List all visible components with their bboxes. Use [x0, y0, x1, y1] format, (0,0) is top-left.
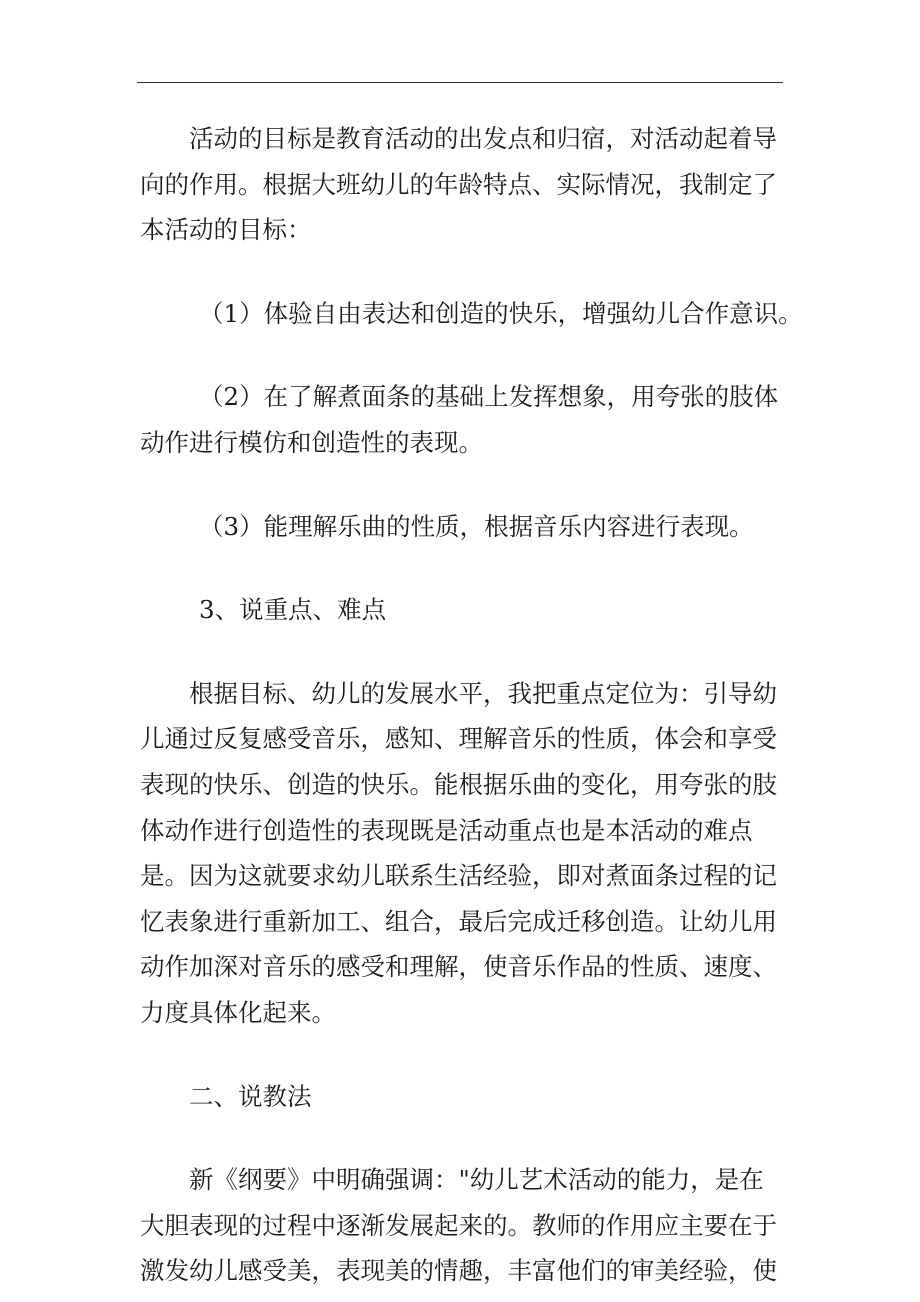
header-rule: [137, 82, 783, 83]
section-heading-teaching-method: [140, 1074, 785, 1120]
paragraph-goal-2: [140, 374, 785, 465]
text-line: 儿通过反复感受音乐，感知、理解音乐的性质，体会和享受: [140, 724, 777, 754]
paragraph-goals-intro: [140, 116, 785, 253]
section-heading-key-points: [140, 587, 785, 633]
text-line: 体动作进行创造性的表现既是活动重点也是本活动的难点: [140, 815, 753, 845]
text-line: 是。因为这就要求幼儿联系生活经验，即对煮面条过程的记: [140, 861, 777, 891]
text-line: 忆表象进行重新加工、组合，最后完成迁移创造。让幼儿用: [140, 906, 777, 936]
paragraph-goal-3: [140, 504, 785, 550]
text-line: 动作进行模仿和创造性的表现。: [140, 427, 483, 457]
text-line: 激发幼儿感受美，表现美的情趣，丰富他们的审美经验，使: [140, 1256, 777, 1286]
text-line: 大胆表现的过程中逐渐发展起来的。教师的作用应主要在于: [140, 1210, 777, 1240]
text-line: 根据目标、幼儿的发展水平，我把重点定位为：引导幼: [189, 678, 777, 708]
paragraph-key-points: [140, 671, 785, 1036]
text-line: 本活动的目标：: [140, 215, 312, 245]
text-line: （1）体验自由表达和创造的快乐，增强幼儿合作意识。: [199, 298, 803, 328]
text-line: （2）在了解煮面条的基础上发挥想象，用夸张的肢体: [199, 382, 779, 412]
text-line: 活动的目标是教育活动的出发点和归宿，对活动起着导: [189, 124, 777, 153]
text-line: 表现的快乐、创造的快乐。能根据乐曲的变化，用夸张的肢: [140, 769, 777, 799]
paragraph-goal-1: [140, 291, 803, 337]
text-line: 3、说重点、难点: [199, 595, 387, 625]
text-line: 向的作用。根据大班幼儿的年龄特点、实际情况，我制定了: [140, 169, 777, 199]
text-line: （3）能理解乐曲的性质，根据音乐内容进行表现。: [199, 511, 754, 541]
text-line: 新《纲要》中明确强调："幼儿艺术活动的能力，是在: [189, 1165, 764, 1195]
text-line: 力度具体化起来。: [140, 997, 336, 1027]
paragraph-teaching-method: [140, 1157, 785, 1294]
document-body: [140, 116, 803, 1294]
text-line: 动作加深对音乐的感受和理解，使音乐作品的性质、速度、: [140, 952, 777, 982]
text-line: 二、说教法: [189, 1081, 312, 1111]
